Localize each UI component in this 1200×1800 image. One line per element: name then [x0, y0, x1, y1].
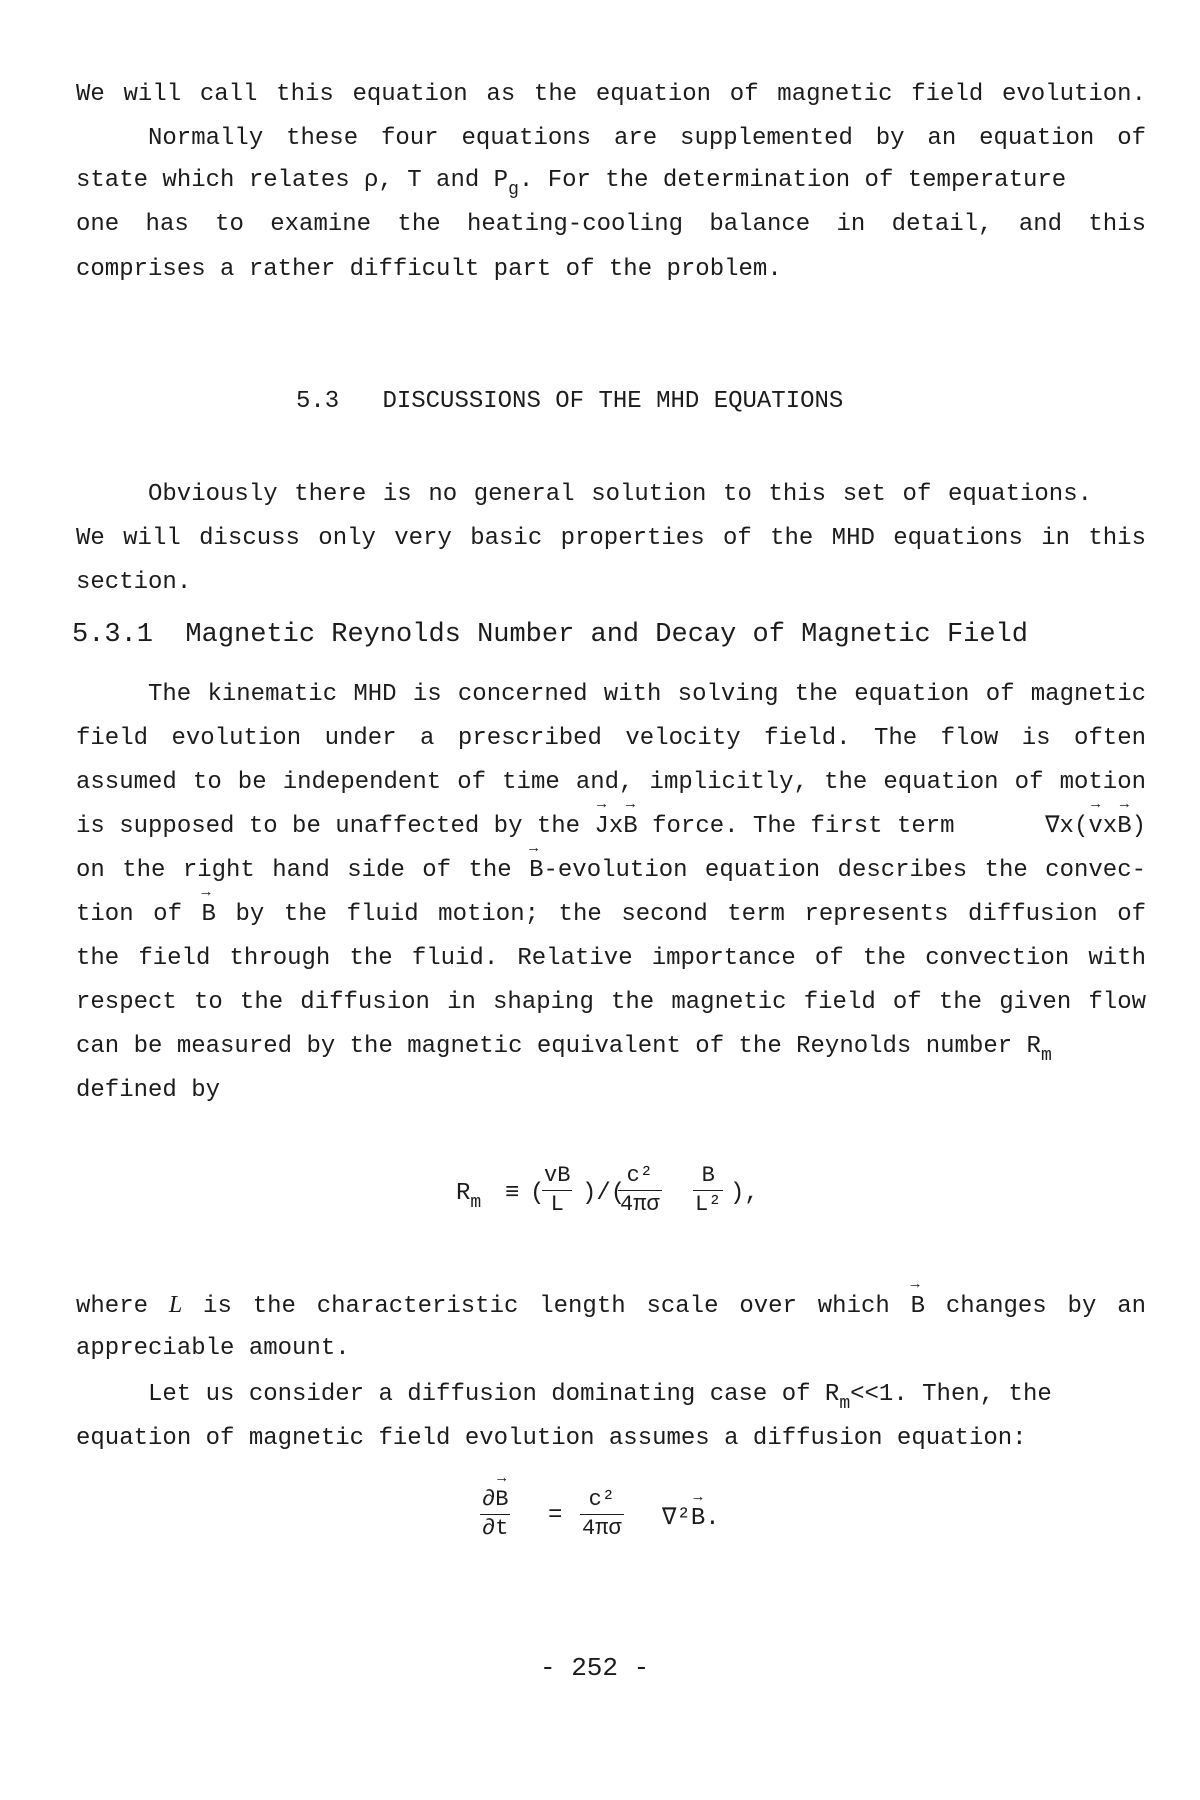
section-number: 5.3 — [296, 388, 340, 415]
eq1-open: ( — [530, 1180, 545, 1207]
paragraph-1-line-2: Normally these four equations are supplemented by an equation of — [148, 125, 1146, 152]
eq1-lhs: $R_m$ — [456, 1180, 482, 1213]
paragraph-3-line-2: field evolution under a prescribed velocity field. The flow is often — [76, 725, 1146, 752]
paragraph-1-line-1: We will call this equation as the equation of magnetic field evolution. — [76, 81, 1146, 108]
paragraph-3-line-4: is supposed to be unaffected by the → Jx→ B force. The first term ∇x(→ vx→ B) — [76, 812, 1146, 842]
paragraph-2-line-3: section. — [76, 569, 192, 596]
paragraph-1-line-4: one has to examine the heating-cooling balance in detail, and this — [76, 211, 1146, 238]
section-title: DISCUSSIONS OF THE MHD EQUATIONS — [382, 388, 844, 415]
paragraph-3-line-5: on the right hand side of the → B-evolution equation describes the convec- — [76, 856, 1146, 886]
vector-B: → B — [202, 900, 216, 930]
vector-B: → B — [1117, 812, 1131, 842]
eq2-fraction-dB-over-dt: ∂→ B ∂t — [480, 1486, 510, 1543]
paragraph-2-line-1: Obviously there is no general solution to this set of equations. — [148, 481, 1092, 508]
vector-B: → B — [495, 1486, 508, 1514]
eq1-divide: )/( — [582, 1180, 626, 1207]
subsection-number: 5.3.1 — [72, 620, 154, 650]
paragraph-3-line-10: defined by — [76, 1077, 221, 1104]
paragraph-3-line-7: the field through the fluid. Relative importance of the convection with — [76, 945, 1146, 972]
paragraph-1-line-3: state which relates ρ, T and $P_g$. For the determination of temperature — [76, 167, 1067, 200]
eq1-fraction-vB-over-L: vB L — [544, 1163, 571, 1217]
eq2-equals: = — [548, 1502, 563, 1529]
paragraph-3-line-9: can be measured by the magnetic equivalent of the Reynolds number $R_m$ — [76, 1033, 1052, 1066]
paragraph-3-line-3: assumed to be independent of time and, implicitly, the equation of motion — [76, 769, 1146, 796]
vector-J: → J — [594, 812, 608, 842]
subsection-title: Magnetic Reynolds Number and Decay of Magnetic Field — [185, 620, 1028, 650]
paragraph-5-line-2: equation of magnetic field evolution assumes a diffusion equation: — [76, 1425, 1027, 1452]
paragraph-3-line-6: tion of → B by the fluid motion; the second term represents diffusion of — [76, 900, 1146, 930]
eq1-close: ), — [730, 1180, 759, 1207]
paragraph-3-line-1: The kinematic MHD is concerned with solving the equation of magnetic — [148, 681, 1146, 708]
paragraph-2-line-2: We will discuss only very basic properties of the MHD equations in this — [76, 525, 1146, 552]
section-heading — [296, 388, 843, 415]
vector-B: → B — [623, 812, 637, 842]
vector-B: → B — [911, 1292, 925, 1322]
subsection-heading — [72, 620, 1028, 650]
eq1-equiv: ≡ — [505, 1180, 520, 1207]
vector-B: → B — [529, 856, 543, 886]
page-number: - 252 - — [540, 1653, 650, 1683]
paragraph-3-line-8: respect to the diffusion in shaping the magnetic field of the given flow — [76, 989, 1146, 1016]
paragraph-4-line-2: appreciable amount. — [76, 1335, 350, 1362]
eq2-fraction-c2-over-4pisigma: c² 4πσ — [582, 1487, 622, 1541]
paragraph-1-line-5: comprises a rather difficult part of the problem. — [76, 256, 782, 283]
eq2-laplacian-B: ∇²→ B. — [662, 1502, 720, 1532]
paragraph-5-line-1: Let us consider a diffusion dominating case of $R_m<<1$. Then, the — [148, 1381, 1052, 1414]
vector-B: → B — [691, 1505, 705, 1532]
paragraph-4-line-1: where L is the characteristic length scale over which → B changes by an — [76, 1290, 1146, 1322]
eq1-fraction-c2-over-4pisigma: c² 4πσ — [620, 1163, 660, 1217]
eq1-fraction-B-over-L2: B L² — [695, 1163, 722, 1217]
vector-v: → v — [1088, 812, 1102, 842]
